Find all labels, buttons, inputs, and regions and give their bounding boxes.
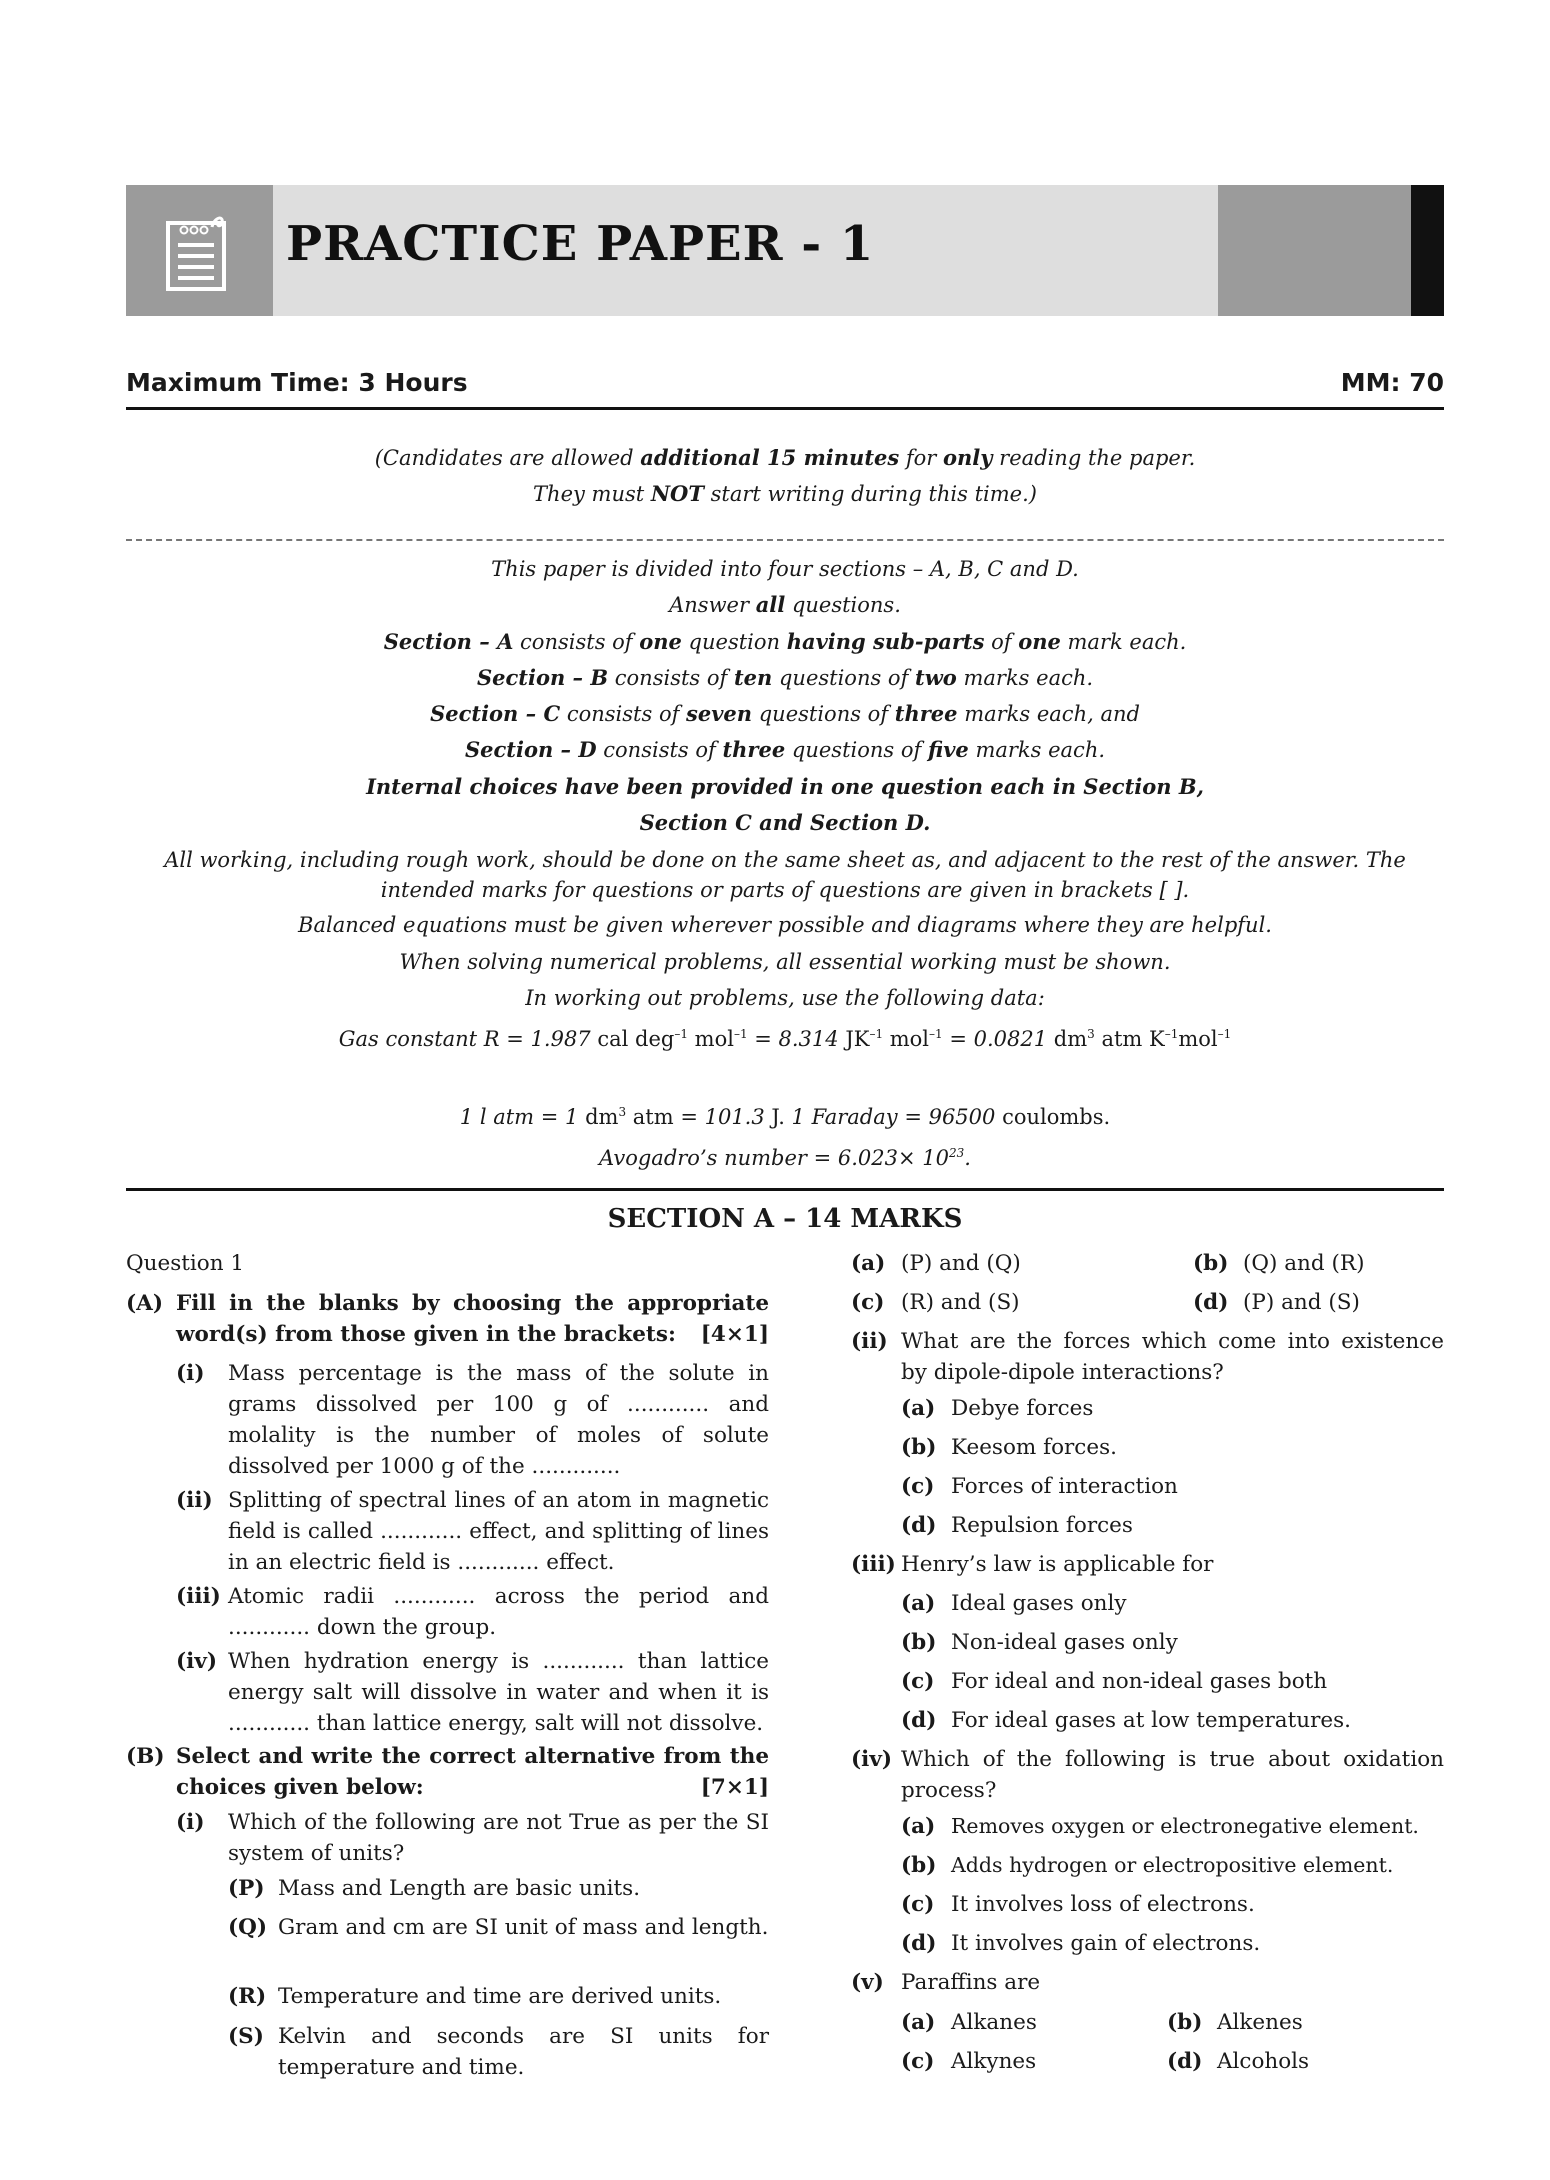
b-item-text: Paraffins are <box>901 1970 1041 1995</box>
option-label: (S) <box>228 2024 264 2049</box>
option-label: (a) <box>901 1396 936 1421</box>
option-label: (a) <box>851 1251 886 1276</box>
option-label: (c) <box>901 1892 935 1917</box>
option-text: Alcohols <box>1217 2049 1310 2074</box>
option-label: (b) <box>901 1630 937 1655</box>
option-label: (Q) <box>228 1915 268 1940</box>
b-item-label: (v) <box>851 1970 884 1995</box>
option-label: (d) <box>901 1931 937 1956</box>
option-label: (b) <box>901 1853 937 1878</box>
title-banner <box>126 185 1444 316</box>
option-text: Adds hydrogen or electropositive element. <box>951 1853 1394 1877</box>
b-item-label: (iii) <box>851 1552 896 1577</box>
a-item-label: (iii) <box>176 1584 221 1609</box>
option-text: (Q) and (R) <box>1243 1251 1365 1276</box>
option-text: Alkynes <box>951 2049 1037 2074</box>
option-label: (P) <box>228 1876 265 1901</box>
option-text: Forces of interaction <box>951 1474 1178 1499</box>
option-text: Kelvin and seconds are SI units for temperature and time. <box>278 2024 769 2080</box>
part-a-label: (A) <box>126 1291 164 1316</box>
b-item-text: What are the forces which come into existence by dipole-dipole interactions? <box>901 1329 1444 1385</box>
option-label: (b) <box>1193 1251 1229 1276</box>
option-text: (P) and (Q) <box>901 1251 1021 1276</box>
option-text: Temperature and time are derived units. <box>278 1984 722 2009</box>
option-text: Alkenes <box>1217 2010 1303 2035</box>
option-label: (c) <box>901 1474 935 1499</box>
b-item-label: (ii) <box>851 1329 888 1354</box>
option-text: Non-ideal gases only <box>951 1630 1178 1655</box>
exam-paper-icon <box>164 213 232 293</box>
part-b-label: (B) <box>126 1744 165 1769</box>
banner-icon-box <box>126 185 273 316</box>
part-a-instruction: Fill in the blanks by choosing the appropriate word(s) from those given in the brackets: [4×1] <box>176 1291 769 1347</box>
option-text: Alkanes <box>951 2010 1037 2035</box>
option-label: (c) <box>901 1669 935 1694</box>
question-number: Question 1 <box>126 1251 245 1276</box>
option-label: (a) <box>901 2010 936 2035</box>
option-text: For ideal gases at low temperatures. <box>951 1708 1351 1733</box>
a-item-label: (i) <box>176 1361 205 1386</box>
max-time: Maximum Time: 3 Hours <box>126 368 468 397</box>
option-label: (R) <box>228 1984 267 2009</box>
option-text: (R) and (S) <box>901 1290 1020 1315</box>
a-item-label: (iv) <box>176 1649 218 1674</box>
option-text: Repulsion forces <box>951 1513 1133 1538</box>
reading-time-note: (Candidates are allowed additional 15 minutes for only reading the paper. They must NOT start writing during this time.) <box>374 445 1196 507</box>
b-item-text: Which of the following is true about oxidation process? <box>901 1747 1444 1803</box>
a-item-text: When hydration energy is ............ than lattice energy salt will dissolve in water and when it is ............ than lattice energy, salt will not dissolve. <box>228 1649 769 1736</box>
option-label: (d) <box>901 1513 937 1538</box>
b-item-label: (iv) <box>851 1747 893 1772</box>
a-item-label: (ii) <box>176 1488 213 1513</box>
banner-gray-block <box>1218 185 1411 316</box>
paper-title: PRACTICE PAPER - 1 <box>286 216 875 272</box>
option-label: (d) <box>1193 1290 1229 1315</box>
paper-meta <box>126 368 1444 397</box>
option-text: It involves gain of electrons. <box>951 1931 1261 1956</box>
b-item-text: Which of the following are not True as per the SI system of units? <box>228 1810 769 1866</box>
option-label: (c) <box>851 1290 885 1315</box>
option-text: It involves loss of electrons. <box>951 1892 1255 1917</box>
option-text: Ideal gases only <box>951 1591 1127 1616</box>
b-item-text: Henry’s law is applicable for <box>901 1552 1214 1577</box>
section-divider <box>126 1188 1444 1191</box>
option-label: (d) <box>901 1708 937 1733</box>
option-text: Debye forces <box>951 1396 1094 1421</box>
option-text: (P) and (S) <box>1243 1290 1360 1315</box>
option-label: (b) <box>1167 2010 1203 2035</box>
option-text: Keesom forces. <box>951 1435 1117 1460</box>
option-text: Gram and cm are SI unit of mass and length. <box>278 1915 769 1940</box>
option-text: Removes oxygen or electronegative element. <box>951 1814 1419 1838</box>
option-text: For ideal and non-ideal gases both <box>951 1669 1328 1694</box>
dashed-divider <box>126 539 1444 541</box>
instructions: This paper is divided into four sections – A, B, C and D. Answer all questions. Section – A consists of one question having sub-parts of one mark each. Section – B consists of ten questions of two marks each. Section – C consists of seven questions of three marks each, and Section – D consists of three questions of five marks each. Internal choices have been provided in one question each in Section B, Section C and Section D. All working, including rough work, should be done on the same sheet as, and adjacent to the rest of the answer. The intended marks for questions or parts of questions are given in brackets [ ]. Balanced equations must be given wherever possible and diagrams where they are helpful. When solving numerical problems, all essential working must be shown. In working out problems, use the following data: Gas constant R = 1.987 cal deg$^{-1}$ mol$^{-1}$ = 8.314 $JK^{-1}$ mol$^{-1}$ = 0.0821 $dm^3$ atm $K^{-1}mol^{-1}$ 1 l atm = 1 $dm^3$ atm = 101.3 J. 1 Faraday = 96500 coulombs. Avogadro’s number = $6.023\times 10^{23}$. <box>164 557 1406 1170</box>
option-label: (b) <box>901 1435 937 1460</box>
a-item-text: Splitting of spectral lines of an atom in magnetic field is called ............ effect, and splitting of lines in an electric field is ............ effect. <box>228 1488 769 1575</box>
option-label: (d) <box>1167 2049 1203 2074</box>
b-item-label: (i) <box>176 1810 205 1835</box>
section-a-title: SECTION A – 14 MARKS <box>607 1204 963 1234</box>
option-text: Mass and Length are basic units. <box>278 1876 641 1901</box>
divider-rule <box>126 407 1444 410</box>
option-label: (a) <box>901 1591 936 1616</box>
a-item-text: Mass percentage is the mass of the solute in grams dissolved per 100 g of ............ and molality is the number of moles of solute dissolved per 1000 g of the ............. <box>228 1361 769 1479</box>
option-label: (c) <box>901 2049 935 2074</box>
part-b-instruction: Select and write the correct alternative from the choices given below: [7×1] <box>176 1744 769 1800</box>
a-item-text: Atomic radii ............ across the period and ............ down the group. <box>228 1584 769 1640</box>
option-label: (a) <box>901 1814 936 1839</box>
banner-black-block <box>1411 185 1444 316</box>
max-marks: MM: 70 <box>1340 368 1444 397</box>
